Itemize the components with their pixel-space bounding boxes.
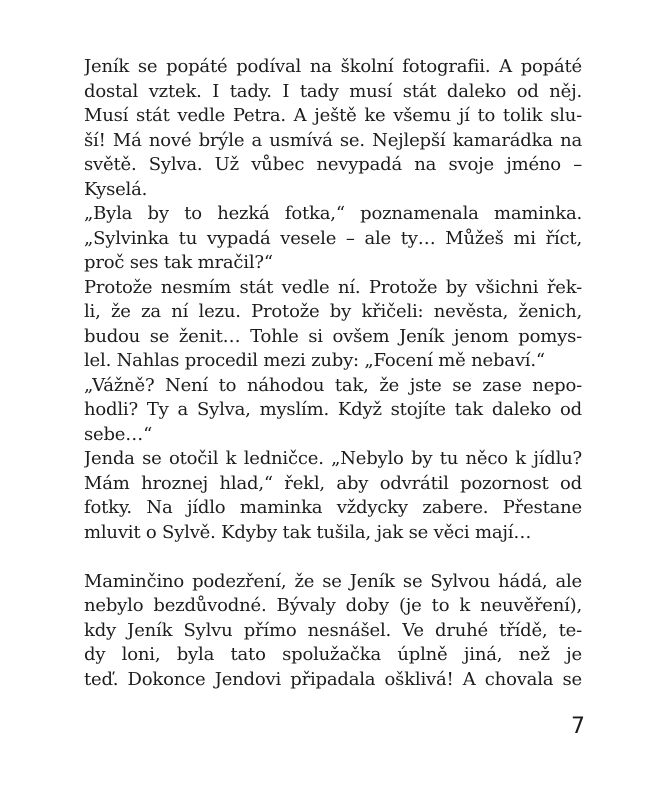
text-line: mluvit o Sylvě. Kdyby tak tušila, jak se věci mají… xyxy=(84,521,532,543)
text-line: Musí stát vedle Petra. A ještě ke všemu jí to tolik slu- xyxy=(84,105,582,126)
text-line: „Vážně? Není to náhodou tak, že jste se zase nepo- xyxy=(84,374,582,396)
text-line: ší! Má nové brýle a usmívá se. Nejlepší kamarádka na xyxy=(84,129,582,151)
text-line: li, že za ní lezu. Protože by křičeli: nevěsta, ženich, xyxy=(84,301,582,322)
page-number: 7 xyxy=(571,714,585,739)
text-line: hodli? Ty a Sylva, myslím. Když stojíte tak daleko od xyxy=(84,399,582,420)
text-line: teď. Dokonce Jendovi připadala ošklivá! A chovala se xyxy=(84,668,582,690)
text-line: Kyselá. xyxy=(84,178,148,200)
text-line: dostal vztek. I tady. I tady musí stát daleko od něj. xyxy=(84,80,582,102)
text-line: proč ses tak mračil?“ xyxy=(84,252,273,273)
text-line: „Sylvinka tu vypadá vesele – ale ty… Můžeš mi říct, xyxy=(84,227,582,249)
text-line: Maminčino podezření, že se Jeník se Sylvou hádá, ale xyxy=(84,570,582,592)
text-line: lel. Nahlas procedil mezi zuby: „Focení mě nebaví.“ xyxy=(84,350,545,371)
text-line: nebylo bezdůvodné. Bývaly doby (je to k neuvěření), xyxy=(84,595,582,616)
text-line: sebe…“ xyxy=(84,423,153,445)
text-line: „Byla by to hezká fotka,“ poznamenala maminka. xyxy=(84,203,582,224)
text-line: Jenda se otočil k ledničce. „Nebylo by tu něco k jídlu? xyxy=(84,448,582,469)
text-line: budou se ženit… Tohle si ovšem Jeník jenom pomys- xyxy=(84,325,582,347)
text-line: kdy Jeník Sylvu přímo nesnášel. Ve druhé třídě, te- xyxy=(84,619,582,641)
text-line: fotky. Na jídlo maminka vždycky zabere. Přestane xyxy=(84,497,582,518)
text-line: Jeník se popáté podíval na školní fotografii. A popáté xyxy=(84,56,582,77)
text-line: dy loni, byla tato spolužačka úplně jiná, než je xyxy=(84,644,582,665)
text-line: Protože nesmím stát vedle ní. Protože by všichni řek- xyxy=(84,276,582,298)
text-line: Mám hroznej hlad,“ řekl, aby odvrátil pozornost od xyxy=(84,472,582,494)
text-line: světě. Sylva. Už vůbec nevypadá na svoje jméno – xyxy=(84,154,582,175)
book-text-block xyxy=(84,55,582,692)
